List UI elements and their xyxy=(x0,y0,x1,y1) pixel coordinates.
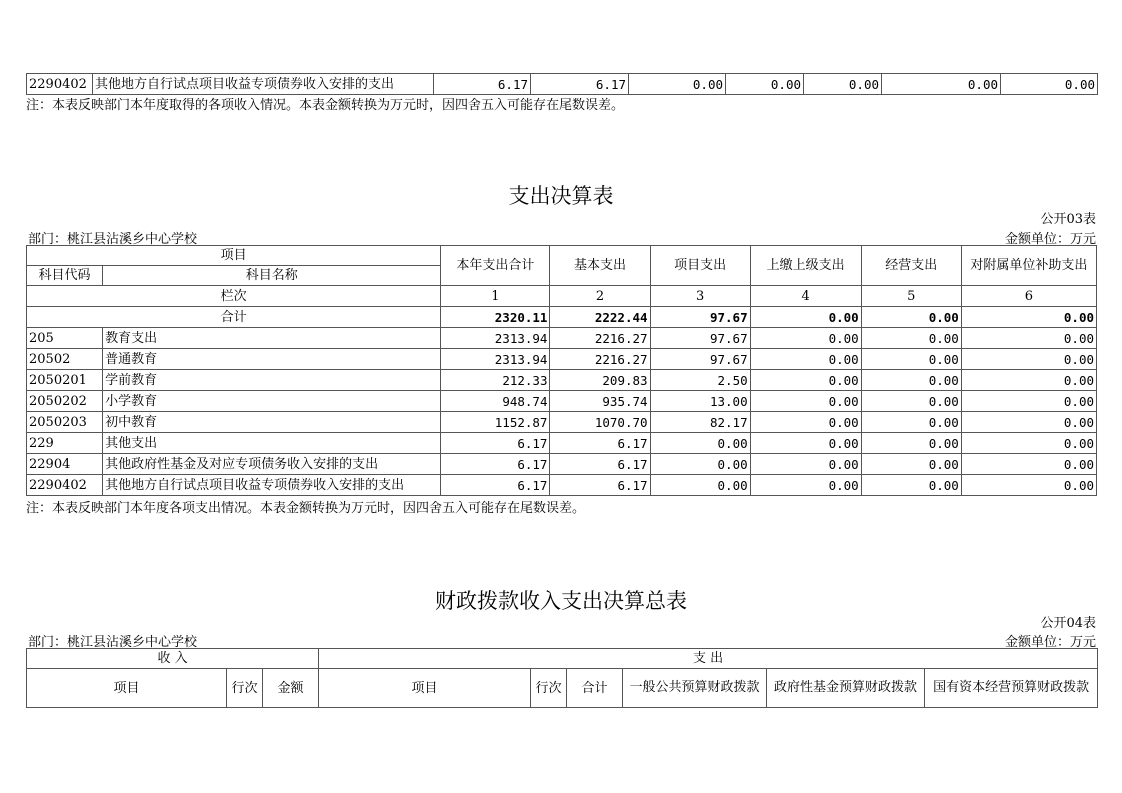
table-header-row xyxy=(27,669,1098,708)
header-income-line: 行次 xyxy=(227,669,263,708)
value-cell: 0.00 xyxy=(861,391,961,412)
table-row xyxy=(27,412,1097,433)
total-label: 合计 xyxy=(27,307,441,328)
value-cell: 0.00 xyxy=(861,349,961,370)
value-cell: 0.00 xyxy=(750,433,861,454)
table-header-row xyxy=(27,649,1098,669)
header-general-budget: 一般公共预算财政拨款 xyxy=(623,669,767,708)
header-amount: 金额 xyxy=(263,669,319,708)
value-cell: 209.83 xyxy=(550,370,650,391)
value-cell: 0.00 xyxy=(650,475,750,496)
header-col-1: 本年支出合计 xyxy=(441,246,550,286)
table-row xyxy=(27,349,1097,370)
value-cell: 0.00 xyxy=(861,412,961,433)
value-cell: 97.67 xyxy=(650,328,750,349)
column-number: 3 xyxy=(650,286,750,307)
header-col-5: 经营支出 xyxy=(861,246,961,286)
form-code: 公开03表 xyxy=(1040,212,1096,227)
total-value: 0.00 xyxy=(750,307,861,328)
value-cell: 0.00 xyxy=(1001,74,1098,95)
header-total: 合计 xyxy=(567,669,623,708)
fiscal-title: 财政拨款收入支出决算总表 xyxy=(435,589,687,613)
subject-code: 205 xyxy=(27,328,103,349)
column-number: 2 xyxy=(550,286,650,307)
subject-name: 学前教育 xyxy=(103,370,441,391)
value-cell: 6.17 xyxy=(434,74,531,95)
value-cell: 0.00 xyxy=(961,391,1096,412)
value-cell: 6.17 xyxy=(550,475,650,496)
column-number: 5 xyxy=(861,286,961,307)
amount-unit: 金额单位：万元 xyxy=(1004,232,1096,247)
subject-code: 2050202 xyxy=(27,391,103,412)
table-row xyxy=(27,433,1097,454)
table-row xyxy=(27,454,1097,475)
department-label: 部门：桃江县沾溪乡中心学校 xyxy=(28,232,198,247)
table-row xyxy=(27,328,1097,349)
value-cell: 0.00 xyxy=(750,391,861,412)
income-header: 收 入 xyxy=(27,649,319,669)
total-value: 2320.11 xyxy=(441,307,550,328)
value-cell: 0.00 xyxy=(750,370,861,391)
value-cell: 0.00 xyxy=(750,328,861,349)
value-cell: 1070.70 xyxy=(550,412,650,433)
value-cell: 6.17 xyxy=(550,454,650,475)
expenditure-table xyxy=(26,245,1097,496)
value-cell: 6.17 xyxy=(441,454,550,475)
value-cell: 0.00 xyxy=(961,433,1096,454)
value-cell: 0.00 xyxy=(882,74,1001,95)
value-cell: 2.50 xyxy=(650,370,750,391)
value-cell: 6.17 xyxy=(441,475,550,496)
subject-code: 2290402 xyxy=(27,475,103,496)
value-cell: 13.00 xyxy=(650,391,750,412)
header-subject-code: 科目代码 xyxy=(27,266,103,286)
subject-name: 其他政府性基金及对应专项债务收入安排的支出 xyxy=(103,454,441,475)
value-cell: 212.33 xyxy=(441,370,550,391)
table-row xyxy=(27,391,1097,412)
value-cell: 0.00 xyxy=(750,349,861,370)
income-note: 注：本表反映部门本年度取得的各项收入情况。本表金额转换为万元时，因四舍五入可能存在尾数误差。 xyxy=(26,98,625,113)
total-row xyxy=(27,307,1097,328)
value-cell: 0.00 xyxy=(861,433,961,454)
header-expense-item: 项目 xyxy=(319,669,531,708)
subject-code: 2050201 xyxy=(27,370,103,391)
header-state-capital: 国有资本经营预算财政拨款 xyxy=(925,669,1098,708)
value-cell: 935.74 xyxy=(550,391,650,412)
form-code: 公开04表 xyxy=(1040,616,1096,631)
value-cell: 0.00 xyxy=(861,454,961,475)
value-cell: 0.00 xyxy=(650,454,750,475)
value-cell: 2216.27 xyxy=(550,349,650,370)
total-value: 2222.44 xyxy=(550,307,650,328)
value-cell: 0.00 xyxy=(629,74,726,95)
value-cell: 2216.27 xyxy=(550,328,650,349)
table-row xyxy=(27,475,1097,496)
header-col-4: 上缴上级支出 xyxy=(750,246,861,286)
subject-name: 教育支出 xyxy=(103,328,441,349)
total-value: 0.00 xyxy=(861,307,961,328)
subject-name: 其他地方自行试点项目收益专项债券收入安排的支出 xyxy=(103,475,441,496)
column-number: 6 xyxy=(961,286,1096,307)
value-cell: 0.00 xyxy=(750,412,861,433)
header-expense-line: 行次 xyxy=(531,669,567,708)
value-cell: 6.17 xyxy=(550,433,650,454)
header-item: 项目 xyxy=(27,246,441,266)
table-header-row xyxy=(27,246,1097,266)
subject-code: 229 xyxy=(27,433,103,454)
value-cell: 82.17 xyxy=(650,412,750,433)
subject-code: 22904 xyxy=(27,454,103,475)
expenditure-note: 注：本表反映部门本年度各项支出情况。本表金额转换为万元时，因四舍五入可能存在尾数误差。 xyxy=(26,501,586,516)
total-value: 0.00 xyxy=(961,307,1096,328)
header-gov-fund: 政府性基金预算财政拨款 xyxy=(767,669,925,708)
value-cell: 0.00 xyxy=(961,349,1096,370)
column-number-label: 栏次 xyxy=(27,286,441,307)
value-cell: 6.17 xyxy=(441,433,550,454)
value-cell: 1152.87 xyxy=(441,412,550,433)
value-cell: 0.00 xyxy=(750,475,861,496)
department-label: 部门：桃江县沾溪乡中心学校 xyxy=(28,635,198,650)
value-cell: 0.00 xyxy=(961,370,1096,391)
value-cell: 0.00 xyxy=(961,328,1096,349)
value-cell: 0.00 xyxy=(961,475,1096,496)
header-col-3: 项目支出 xyxy=(650,246,750,286)
subject-name: 其他支出 xyxy=(103,433,441,454)
table-row xyxy=(27,370,1097,391)
header-col-2: 基本支出 xyxy=(550,246,650,286)
value-cell: 2313.94 xyxy=(441,328,550,349)
expenditure-title: 支出决算表 xyxy=(508,184,614,208)
value-cell: 0.00 xyxy=(726,74,804,95)
amount-unit: 金额单位：万元 xyxy=(1004,635,1096,650)
value-cell: 0.00 xyxy=(961,454,1096,475)
value-cell: 0.00 xyxy=(961,412,1096,433)
total-value: 97.67 xyxy=(650,307,750,328)
subject-code: 2290402 xyxy=(27,74,93,95)
value-cell: 97.67 xyxy=(650,349,750,370)
expense-header: 支 出 xyxy=(319,649,1098,669)
table-row xyxy=(27,74,1098,95)
value-cell: 948.74 xyxy=(441,391,550,412)
column-number: 4 xyxy=(750,286,861,307)
value-cell: 0.00 xyxy=(650,433,750,454)
subject-code: 20502 xyxy=(27,349,103,370)
header-col-6: 对附属单位补助支出 xyxy=(961,246,1096,286)
subject-name: 初中教育 xyxy=(103,412,441,433)
value-cell: 0.00 xyxy=(861,475,961,496)
subject-name: 小学教育 xyxy=(103,391,441,412)
value-cell: 0.00 xyxy=(804,74,882,95)
subject-name: 普通教育 xyxy=(103,349,441,370)
value-cell: 6.17 xyxy=(531,74,629,95)
subject-code: 2050203 xyxy=(27,412,103,433)
header-income-item: 项目 xyxy=(27,669,227,708)
value-cell: 0.00 xyxy=(750,454,861,475)
column-number-row xyxy=(27,286,1097,307)
column-number: 1 xyxy=(441,286,550,307)
fiscal-table xyxy=(26,648,1098,708)
value-cell: 0.00 xyxy=(861,328,961,349)
value-cell: 2313.94 xyxy=(441,349,550,370)
value-cell: 0.00 xyxy=(861,370,961,391)
top-continuation-table xyxy=(26,73,1098,95)
subject-name: 其他地方自行试点项目收益专项债券收入安排的支出 xyxy=(93,74,434,95)
header-subject-name: 科目名称 xyxy=(103,266,441,286)
